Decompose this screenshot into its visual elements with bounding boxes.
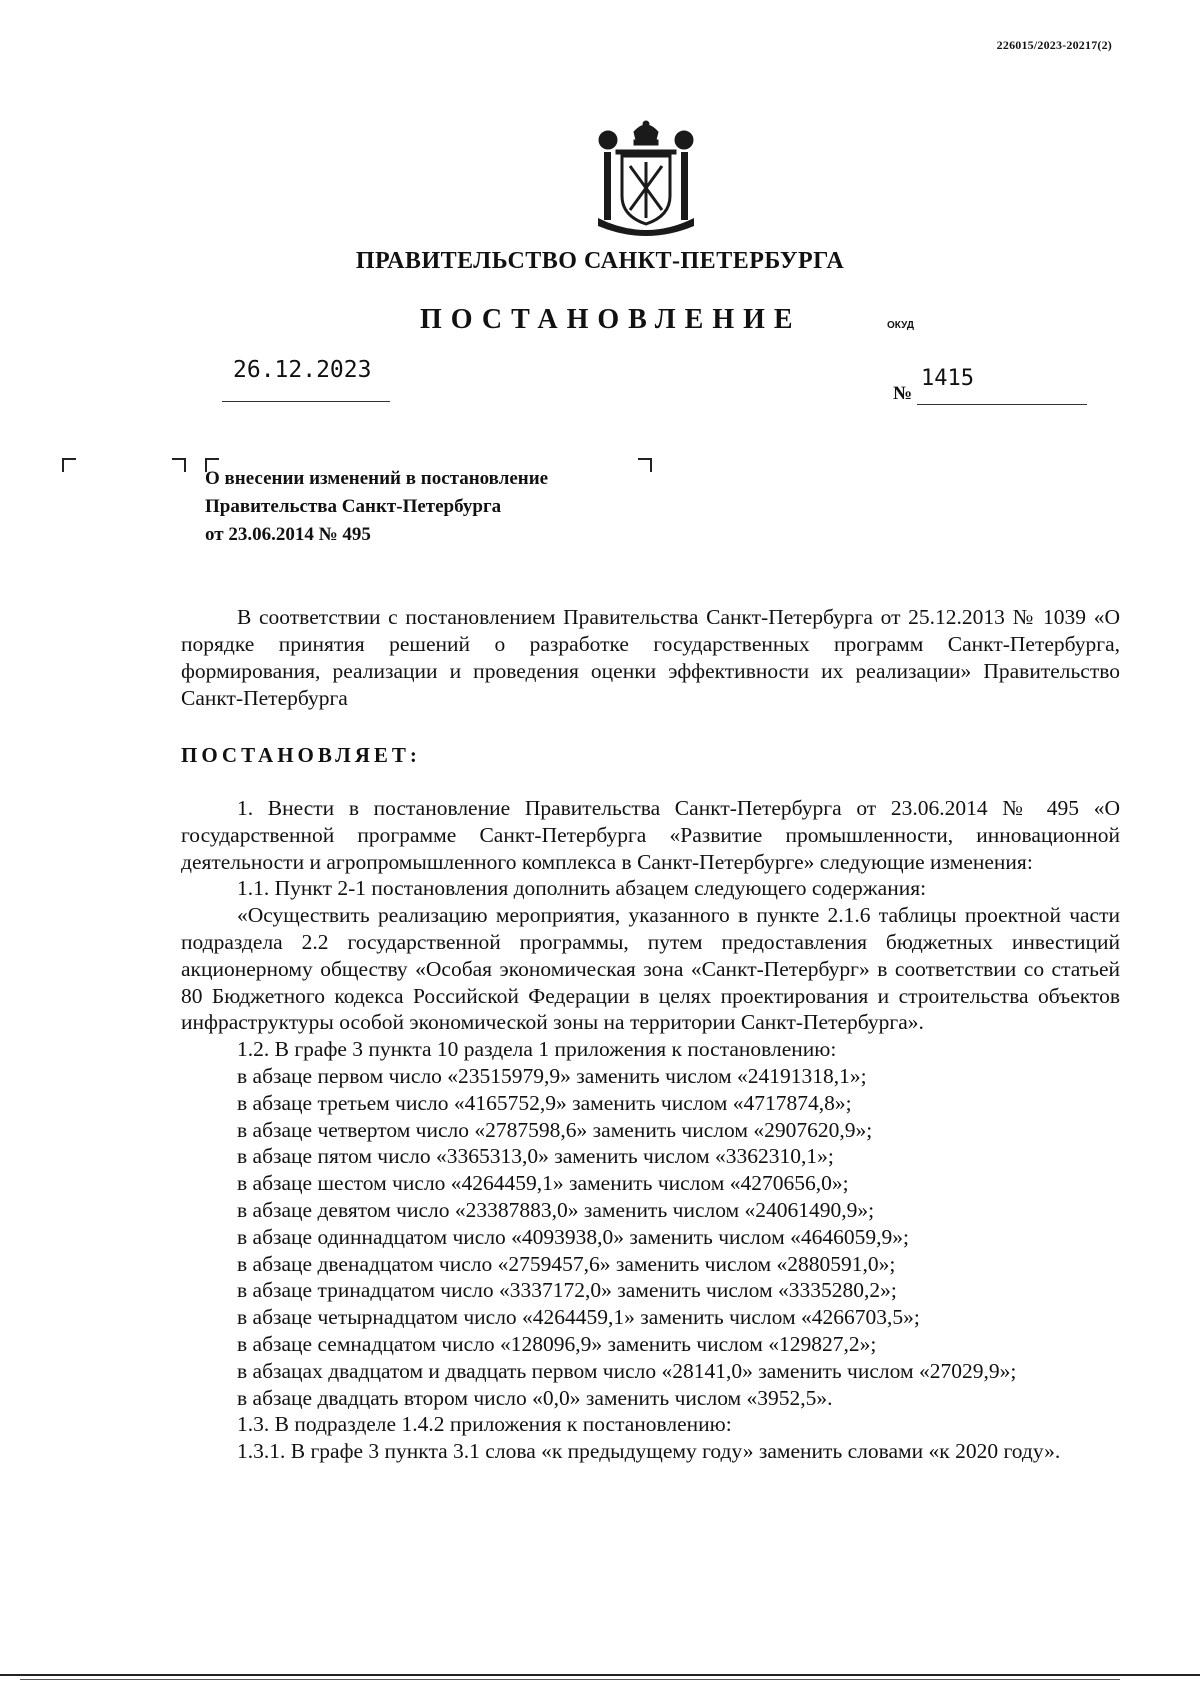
number-label: №: [893, 383, 913, 404]
page-bottom-rule: [0, 1674, 1200, 1676]
government-title: ПРАВИТЕЛЬСТВО САНКТ-ПЕТЕРБУРГА: [355, 248, 845, 274]
paragraph: «Осуществить реализацию мероприятия, указанного в пункте 2.1.6 таблицы проектной части подраздела 2.2 государственной программы, путем предоставления бюджетных инвестиций акционерному обществу «Особая экономическая зона «Санкт-Петербург» в соответствии со статьей 80 Бюджетного кодекса Российской Федерации в целях проектирования и строительства объектов инфраструктуры особой экономической зоны на территории Санкт-Петербурга».: [181, 903, 1120, 1035]
amendment-item: в абзаце шестом число «4264459,1» заменить числом «4270656,0»;: [237, 1171, 849, 1196]
amendment-item: в абзаце тринадцатом число «3337172,0» заменить числом «3335280,2»;: [237, 1278, 897, 1303]
subject-line: Правительства Санкт-Петербурга: [205, 496, 502, 517]
decree-header: [420, 304, 914, 336]
paragraph: 1.3. В подразделе 1.4.2 приложения к постановлению:: [237, 1412, 732, 1437]
page-bottom-rule: [20, 1679, 1120, 1680]
preamble: В соответствии с постановлением Правительства Санкт-Петербурга от 25.12.2013 № 1039 «О порядке принятия решений о разработке государственных программ Санкт-Петербурга, формирования, реализации и проведения оценки эффективности их реализации» Правительство Санкт-Петербурга: [181, 605, 1120, 710]
date-underline: [222, 401, 390, 402]
subject-line: от 23.06.2014 № 495: [205, 524, 371, 545]
decree-number: 1415: [921, 366, 974, 391]
decree-date: 26.12.2023: [233, 357, 372, 383]
coat-of-arms-emblem: [594, 118, 698, 236]
amendment-item: в абзаце третьем число «4165752,9» заменить числом «4717874,8»;: [237, 1090, 852, 1115]
decree-body: [181, 795, 1120, 1465]
amendment-item: в абзаце девятом число «23387883,0» заменить числом «24061490,9»;: [237, 1197, 875, 1222]
amendment-item: в абзаце двенадцатом число «2759457,6» заменить числом «2880591,0»;: [237, 1251, 896, 1276]
margin-corner-mark: [172, 458, 186, 472]
okud-label: ОКУД: [887, 320, 914, 331]
decree-subject: [205, 465, 548, 549]
amendment-item: в абзаце четвертом число «2787598,6» заменить числом «2907620,9»;: [237, 1117, 873, 1142]
margin-corner-mark: [62, 458, 76, 472]
amendment-item: в абзацах двадцатом и двадцать первом число «28141,0» заменить числом «27029,9»;: [237, 1358, 1017, 1383]
document-id: 226015/2023-20217(2): [996, 38, 1112, 52]
amendment-item: в абзаце семнадцатом число «128096,9» заменить числом «129827,2»;: [237, 1331, 877, 1356]
paragraph: 1.1. Пункт 2-1 постановления дополнить абзацем следующего содержания:: [237, 876, 927, 901]
subject-corner-mark: [638, 458, 652, 472]
amendment-item: в абзаце одиннадцатом число «4093938,0» заменить числом «4646059,9»;: [237, 1224, 909, 1249]
amendment-item: в абзаце двадцать втором число «0,0» заменить числом «3952,5».: [237, 1385, 833, 1410]
paragraph: 1.3.1. В графе 3 пункта 3.1 слова «к предыдущему году» заменить словами «к 2020 году».: [237, 1439, 1061, 1464]
amendment-item: в абзаце пятом число «3365313,0» заменить числом «3362310,1»;: [237, 1144, 834, 1169]
amendment-item: в абзаце четырнадцатом число «4264459,1» заменить числом «4266703,5»;: [237, 1305, 920, 1330]
paragraph: 1. Внести в постановление Правительства Санкт-Петербурга от 23.06.2014 № 495 «О государственной программе Санкт-Петербурга «Развитие промышленности, инновационной деятельности и агропромышленного комплекса в Санкт-Петербурге» следующие изменения:: [181, 796, 1120, 874]
resolves-heading: ПОСТАНОВЛЯЕТ:: [181, 743, 421, 767]
subject-line: О внесении изменений в постановление: [205, 468, 549, 489]
amendment-item: в абзаце первом число «23515979,9» заменить числом «24191318,1»;: [237, 1063, 867, 1088]
number-underline: [917, 404, 1087, 405]
paragraph: 1.2. В графе 3 пункта 10 раздела 1 приложения к постановлению:: [237, 1037, 837, 1062]
decree-title: ПОСТАНОВЛЕНИЕ: [420, 304, 802, 335]
